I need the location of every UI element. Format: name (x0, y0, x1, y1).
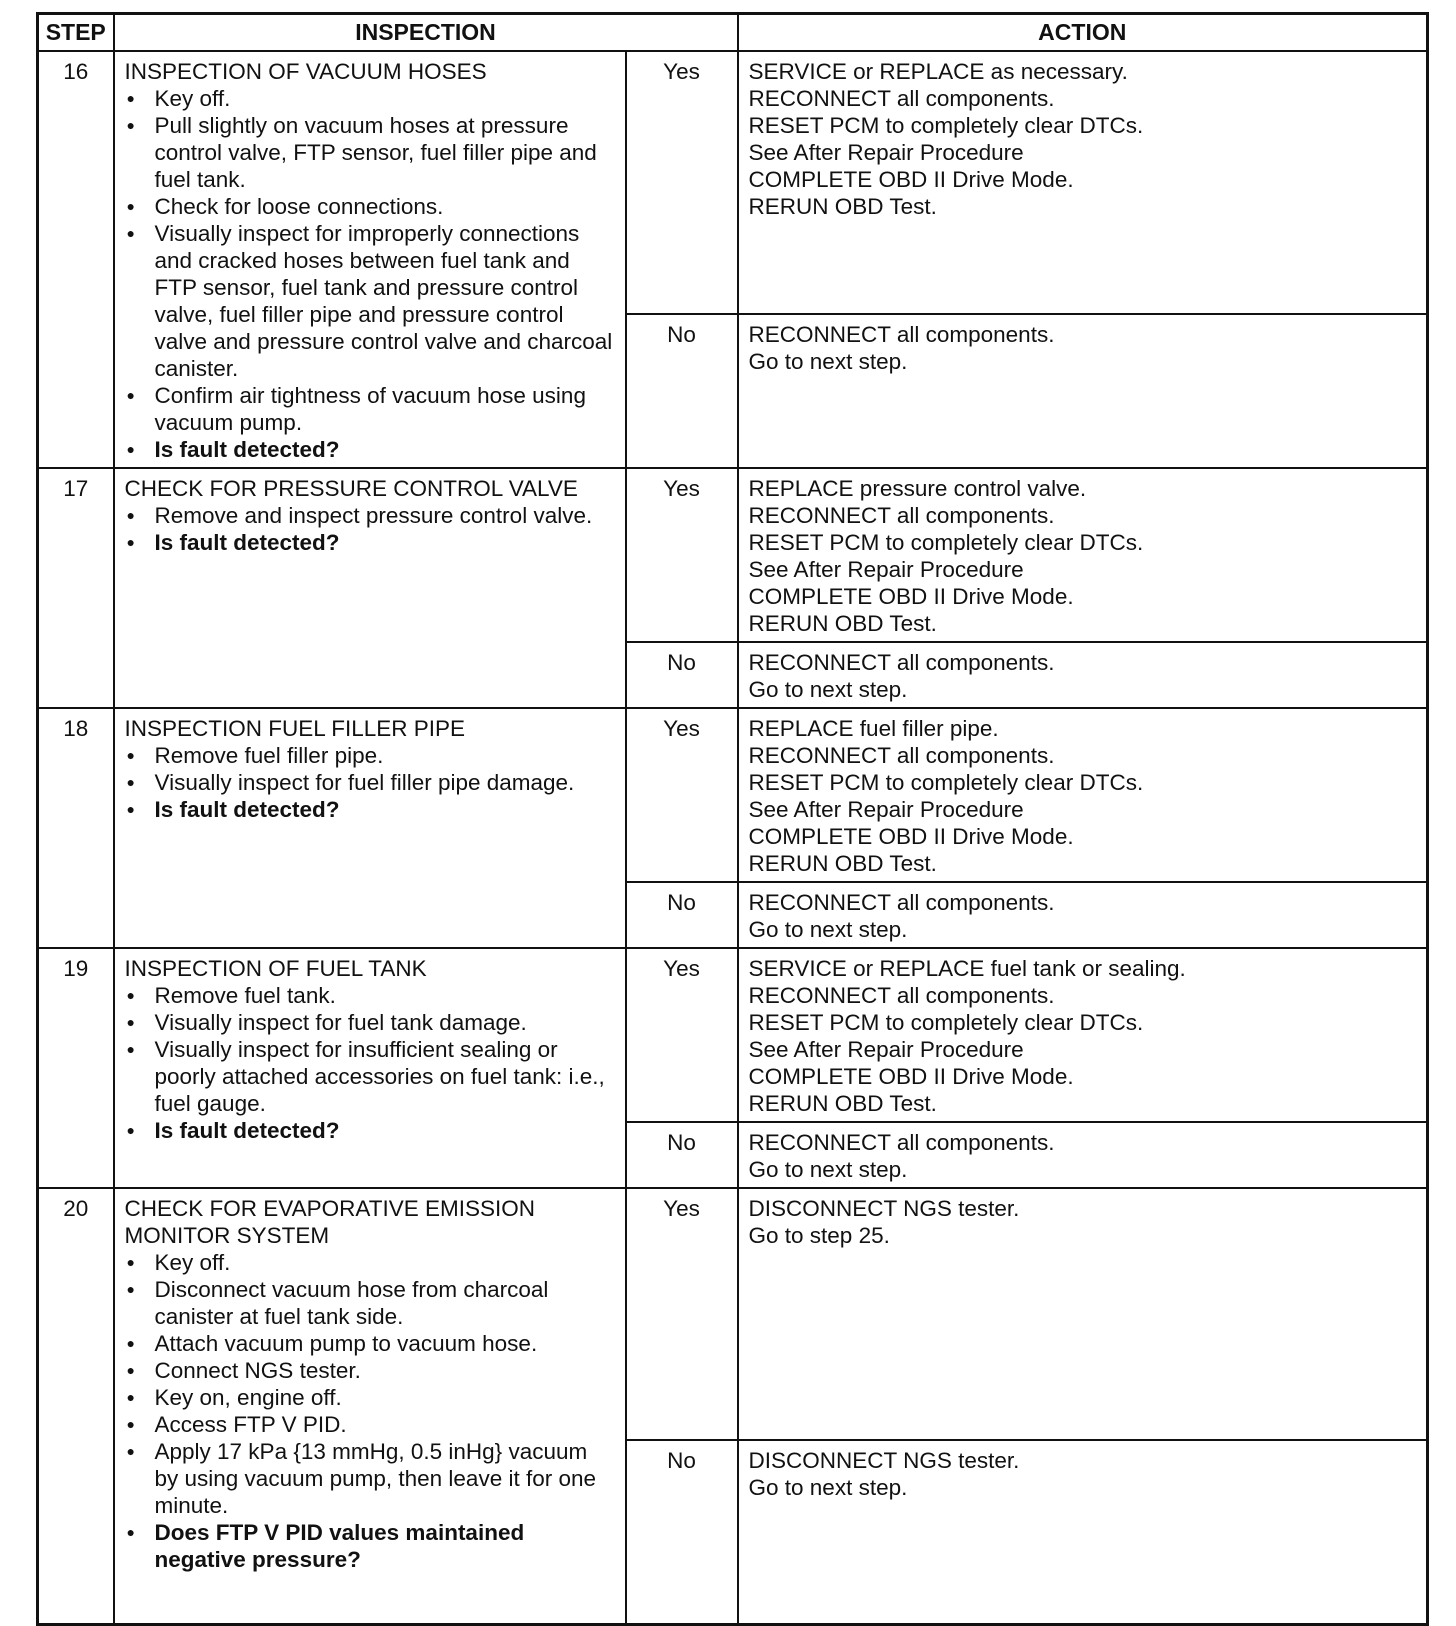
no-label: No (626, 642, 738, 708)
inspection-bullet: ● Key off. (125, 1249, 615, 1276)
action-line: Go to next step. (748, 1157, 908, 1182)
inspection-bullet-list (125, 502, 615, 556)
action-line: RECONNECT all components. (748, 743, 1055, 768)
yes-label: Yes (626, 708, 738, 882)
action-line: RECONNECT all components. (748, 86, 1055, 111)
action-line: Go to next step. (748, 1475, 908, 1500)
inspection-bullet-list (125, 982, 615, 1144)
step-row (38, 51, 1428, 314)
no-action-cell (738, 642, 1428, 708)
inspection-bullet: ● Visually inspect for improperly connections and cracked hoses between fuel tank and FTP sensor, fuel tank and pressure control valve, fuel filler pipe and pressure control valve and pressure control valve and charcoal canister. (125, 220, 615, 382)
step-number: 20 (38, 1188, 114, 1624)
inspection-question: ● Does FTP V PID values maintained negative pressure? (125, 1519, 615, 1573)
no-action-cell (738, 882, 1428, 948)
inspection-bullet: ● Visually inspect for fuel filler pipe damage. (125, 769, 615, 796)
inspection-bullet: ● Visually inspect for fuel tank damage. (125, 1009, 615, 1036)
step-number: 18 (38, 708, 114, 948)
action-line: RESET PCM to completely clear DTCs. (748, 530, 1144, 555)
inspection-bullet: ● Remove fuel tank. (125, 982, 615, 1009)
action-line: RECONNECT all components. (748, 503, 1055, 528)
yes-label: Yes (626, 468, 738, 642)
action-line: See After Repair Procedure (748, 797, 1024, 822)
inspection-bullet: ● Visually inspect for insufficient sealing or poorly attached accessories on fuel tank: i.e., fuel gauge. (125, 1036, 615, 1117)
yes-action-cell (738, 468, 1428, 642)
inspection-cell (114, 468, 626, 708)
action-line: RESET PCM to completely clear DTCs. (748, 1010, 1144, 1035)
step-row (38, 1188, 1428, 1440)
table-header-row (38, 14, 1428, 52)
action-line: SERVICE or REPLACE as necessary. (748, 59, 1128, 84)
inspection-title: CHECK FOR PRESSURE CONTROL VALVE (124, 476, 578, 501)
no-label: No (626, 1122, 738, 1188)
inspection-question: ● Is fault detected? (125, 529, 615, 556)
inspection-bullet: ● Key off. (125, 85, 615, 112)
inspection-cell (114, 708, 626, 948)
inspection-bullet: ● Check for loose connections. (125, 193, 615, 220)
action-line: Go to next step. (748, 348, 908, 374)
action-line: Go to step 25. (748, 1223, 890, 1248)
inspection-cell (114, 948, 626, 1188)
yes-action-cell (738, 51, 1428, 314)
action-line: RECONNECT all components. (748, 650, 1055, 675)
inspection-cell (114, 1188, 626, 1624)
inspection-bullet-list (125, 1249, 615, 1573)
inspection-bullet: ● Apply 17 kPa {13 mmHg, 0.5 inHg} vacuum by using vacuum pump, then leave it for one minute. (125, 1438, 615, 1519)
action-line: See After Repair Procedure (748, 557, 1024, 582)
yes-action-cell (738, 948, 1428, 1122)
inspection-bullet: ● Attach vacuum pump to vacuum hose. (125, 1330, 615, 1357)
yes-label: Yes (626, 948, 738, 1122)
step-row (38, 708, 1428, 882)
step-number: 17 (38, 468, 114, 708)
no-label: No (626, 1440, 738, 1624)
no-action-cell (738, 1440, 1428, 1624)
step-column-header: STEP (38, 14, 114, 52)
inspection-bullet: ● Remove and inspect pressure control valve. (125, 502, 615, 529)
inspection-title: CHECK FOR EVAPORATIVE EMISSION MONITOR SYSTEM (124, 1196, 535, 1248)
inspection-bullet-list (125, 85, 615, 463)
action-line: RERUN OBD Test. (748, 611, 937, 636)
inspection-bullet: ● Key on, engine off. (125, 1384, 615, 1411)
action-line: REPLACE fuel filler pipe. (748, 716, 999, 741)
no-action-cell (738, 1122, 1428, 1188)
inspection-bullet-list (125, 742, 615, 823)
no-label: No (626, 314, 738, 468)
action-line: RESET PCM to completely clear DTCs. (748, 770, 1144, 795)
action-column-header: ACTION (738, 14, 1428, 52)
action-line: RERUN OBD Test. (748, 194, 937, 219)
inspection-bullet: ● Remove fuel filler pipe. (125, 742, 615, 769)
action-line: RECONNECT all components. (748, 1130, 1055, 1155)
diagnostic-procedure-table (36, 12, 1429, 1626)
action-line: RERUN OBD Test. (748, 851, 937, 876)
yes-label: Yes (626, 1188, 738, 1440)
action-line: Go to next step. (748, 677, 908, 702)
action-line: COMPLETE OBD II Drive Mode. (748, 824, 1074, 849)
table-body (38, 51, 1428, 1624)
action-line: SERVICE or REPLACE fuel tank or sealing. (748, 956, 1186, 981)
yes-label: Yes (626, 51, 738, 314)
inspection-column-header: INSPECTION (114, 14, 738, 52)
action-line: RECONNECT all components. (748, 321, 1055, 347)
action-line: DISCONNECT NGS tester. (748, 1448, 1020, 1473)
action-line: COMPLETE OBD II Drive Mode. (748, 167, 1074, 192)
action-line: RECONNECT all components. (748, 890, 1055, 915)
inspection-question: ● Is fault detected? (125, 796, 615, 823)
step-row (38, 468, 1428, 642)
inspection-bullet: ● Confirm air tightness of vacuum hose using vacuum pump. (125, 382, 615, 436)
action-line: COMPLETE OBD II Drive Mode. (748, 584, 1074, 609)
action-line: COMPLETE OBD II Drive Mode. (748, 1064, 1074, 1089)
action-line: RESET PCM to completely clear DTCs. (748, 113, 1144, 138)
inspection-bullet: ● Disconnect vacuum hose from charcoal canister at fuel tank side. (125, 1276, 615, 1330)
action-line: Go to next step. (748, 917, 908, 942)
yes-action-cell (738, 708, 1428, 882)
step-number: 16 (38, 51, 114, 468)
no-action-cell (738, 314, 1428, 468)
action-line: See After Repair Procedure (748, 1037, 1024, 1062)
inspection-bullet: ● Pull slightly on vacuum hoses at pressure control valve, FTP sensor, fuel filler pipe and fuel tank. (125, 112, 615, 193)
step-number: 19 (38, 948, 114, 1188)
inspection-title: INSPECTION FUEL FILLER PIPE (124, 716, 465, 741)
inspection-bullet: ● Connect NGS tester. (125, 1357, 615, 1384)
inspection-title: INSPECTION OF FUEL TANK (124, 956, 427, 981)
inspection-cell (114, 51, 626, 468)
inspection-bullet: ● Access FTP V PID. (125, 1411, 615, 1438)
step-row (38, 948, 1428, 1122)
no-label: No (626, 882, 738, 948)
action-line: See After Repair Procedure (748, 140, 1024, 165)
inspection-question: ● Is fault detected? (125, 1117, 615, 1144)
action-line: RECONNECT all components. (748, 983, 1055, 1008)
action-line: RERUN OBD Test. (748, 1091, 937, 1116)
action-line: REPLACE pressure control valve. (748, 476, 1087, 501)
action-line: DISCONNECT NGS tester. (748, 1196, 1020, 1221)
yes-action-cell (738, 1188, 1428, 1440)
inspection-title: INSPECTION OF VACUUM HOSES (124, 59, 487, 84)
inspection-question: ● Is fault detected? (125, 436, 615, 463)
